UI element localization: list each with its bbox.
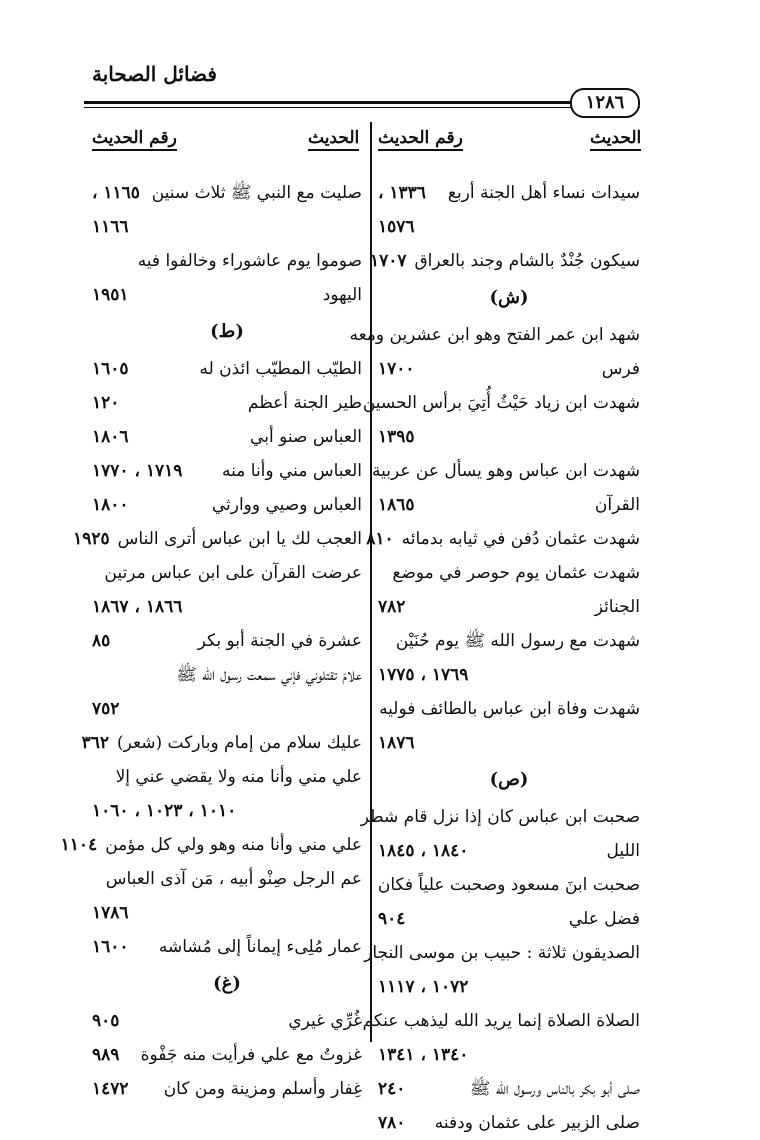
hadith-text: عشرة في الجنة أبو بكر bbox=[197, 631, 362, 651]
index-entry bbox=[92, 420, 362, 454]
right-heading-hadith: الحديث bbox=[590, 128, 641, 151]
hadith-number: ١٣٤٠ ، ١٣٤١ bbox=[378, 1045, 469, 1065]
hadith-number bbox=[371, 692, 379, 726]
index-entry bbox=[378, 692, 640, 726]
hadith-text: صحبت ابن عباس كان إذا نزل قام شطر bbox=[360, 807, 640, 827]
index-entry bbox=[92, 1038, 362, 1072]
hadith-number: ١٧٠٠ bbox=[378, 359, 415, 379]
hadith-text bbox=[137, 896, 362, 930]
hadith-text bbox=[423, 420, 640, 454]
index-entry bbox=[378, 658, 640, 692]
hadith-text bbox=[476, 1038, 640, 1072]
page-number: ١٢٨٦ bbox=[570, 88, 640, 118]
hadith-text: عليك سلام من إمام وباركت (شعر) bbox=[117, 733, 362, 753]
index-entry bbox=[73, 522, 362, 556]
index-entry bbox=[362, 1004, 640, 1038]
hadith-text: عمار مُلِىء إيماناً إلى مُشاشه bbox=[158, 937, 362, 957]
index-entry bbox=[369, 244, 640, 278]
hadith-number: ١٧١٩ ، ١٧٧٠ bbox=[92, 461, 183, 481]
hadith-number: ٩٠٤ bbox=[378, 909, 406, 929]
hadith-number: ١١٦٥ ، bbox=[92, 183, 140, 203]
index-entry bbox=[378, 488, 640, 522]
hadith-text: شهد ابن عمر الفتح وهو ابن عشرين ومعه bbox=[349, 325, 640, 345]
hadith-text: العباس وصيي ووارثي bbox=[211, 495, 362, 515]
index-entry bbox=[92, 244, 362, 278]
index-entry bbox=[92, 590, 362, 624]
hadith-number: ٨٥ bbox=[92, 631, 111, 651]
hadith-number bbox=[92, 244, 100, 278]
index-entry bbox=[92, 760, 362, 794]
hadith-text: شهدت ابن عباس وهو يسأل عن عربية bbox=[372, 461, 640, 481]
hadith-text bbox=[127, 692, 362, 726]
hadith-text bbox=[476, 970, 640, 1004]
index-entry bbox=[378, 590, 640, 624]
hadith-text: الليل bbox=[606, 841, 640, 861]
index-entry bbox=[378, 624, 640, 658]
hadith-text: سيكون جُنْدٌ بالشام وجند بالعراق bbox=[414, 251, 640, 271]
hadith-number: ١٧٠٧ bbox=[369, 251, 407, 271]
hadith-text: شهدت مع رسول الله ﷺ يوم حُنَيْن bbox=[395, 631, 640, 651]
right-heading-number: رقم الحديث bbox=[378, 128, 463, 151]
hadith-text: علي مني وأنا منه وهو ولي كل مؤمن bbox=[105, 835, 362, 855]
left-heading-number: رقم الحديث bbox=[92, 128, 177, 151]
index-entry bbox=[378, 1106, 640, 1140]
index-entry bbox=[92, 692, 362, 726]
hadith-text: العجب لك يا ابن عباس أترى الناس bbox=[117, 529, 362, 549]
hadith-text bbox=[244, 794, 362, 828]
hadith-text: الطيّب المطيّب ائذن له bbox=[199, 359, 362, 379]
hadith-text: عرضت القرآن على ابن عباس مرتين bbox=[104, 563, 362, 583]
hadith-number: ١٥٧٦ bbox=[378, 217, 415, 237]
index-entry bbox=[92, 862, 362, 896]
hadith-text: عم الرجل صِنْو أبيه ، مَن آذى العباس bbox=[105, 869, 362, 889]
hadith-number bbox=[378, 624, 386, 658]
hadith-text: شهدت ابن زياد حَيْثُ أُتِيَ برأس الحسين bbox=[362, 393, 640, 413]
hadith-number bbox=[364, 454, 372, 488]
index-entry bbox=[92, 176, 362, 210]
hadith-text bbox=[476, 658, 640, 692]
hadith-text: سيدات نساء أهل الجنة أربع bbox=[447, 183, 640, 203]
hadith-text bbox=[137, 210, 362, 244]
hadith-text: شهدت وفاة ابن عباس بالطائف فوليه bbox=[379, 699, 640, 719]
index-entry bbox=[378, 868, 640, 902]
index-entry bbox=[372, 454, 640, 488]
hadith-number: ١٩٥١ bbox=[92, 285, 129, 305]
hadith-number: ٣٦٢ bbox=[81, 733, 110, 753]
hadith-text bbox=[190, 590, 362, 624]
index-entry bbox=[378, 1072, 640, 1106]
left-column bbox=[60, 176, 362, 1106]
header-rule-thin bbox=[84, 107, 640, 108]
index-entry bbox=[92, 386, 362, 420]
index-entry bbox=[378, 420, 640, 454]
hadith-number bbox=[92, 862, 100, 896]
hadith-text: غُرِّي غيري bbox=[288, 1011, 362, 1031]
index-entry bbox=[362, 386, 640, 420]
index-entry bbox=[349, 318, 640, 352]
hadith-number: ١٨٧٦ bbox=[378, 733, 415, 753]
index-entry bbox=[378, 176, 640, 210]
hadith-number bbox=[92, 658, 100, 692]
header-rule bbox=[84, 101, 640, 104]
hadith-text bbox=[423, 210, 640, 244]
hadith-text: اليهود bbox=[322, 285, 362, 305]
hadith-number: ٢٤٠ bbox=[378, 1079, 406, 1099]
hadith-number: ٧٨٠ bbox=[378, 1113, 406, 1133]
hadith-text: طير الجنة أعظم bbox=[247, 393, 362, 413]
hadith-text: الصديقون ثلاثة : حبيب بن موسى النجار bbox=[364, 943, 640, 963]
index-entry bbox=[92, 210, 362, 244]
index-entry bbox=[92, 794, 362, 828]
index-entry bbox=[92, 658, 362, 692]
index-entry bbox=[378, 556, 640, 590]
hadith-text: غزوتُ مع علي فرأيت منه جَفْوة bbox=[140, 1045, 362, 1065]
hadith-text: شهدت عثمان دُفن في ثيابه بدمائه bbox=[401, 529, 640, 549]
index-entry bbox=[366, 522, 640, 556]
index-entry bbox=[92, 488, 362, 522]
index-entry bbox=[378, 726, 640, 760]
hadith-text: القرآن bbox=[594, 495, 640, 515]
index-entry bbox=[92, 352, 362, 386]
hadith-text: غِفار وأسلم ومزينة ومن كان bbox=[163, 1079, 362, 1099]
hadith-text: صلى الزبير على عثمان ودفنه bbox=[434, 1113, 640, 1133]
hadith-text: صوموا يوم عاشوراء وخالفوا فيه bbox=[137, 251, 362, 271]
index-entry bbox=[378, 834, 640, 868]
index-entry bbox=[92, 1072, 362, 1106]
hadith-number bbox=[92, 556, 100, 590]
index-entry bbox=[92, 278, 362, 312]
index-entry bbox=[378, 352, 640, 386]
hadith-number: ١٧٦٩ ، ١٧٧٥ bbox=[378, 665, 469, 685]
hadith-text: العباس صنو أبي bbox=[250, 427, 362, 447]
hadith-number: ١٣٩٥ bbox=[378, 427, 415, 447]
index-entry bbox=[378, 970, 640, 1004]
index-entry bbox=[378, 1038, 640, 1072]
hadith-text: فرس bbox=[601, 359, 640, 379]
hadith-number bbox=[92, 760, 100, 794]
hadith-number: ١٦٠٠ bbox=[92, 937, 129, 957]
hadith-number: ٩٨٩ bbox=[92, 1045, 120, 1065]
index-entry bbox=[360, 800, 640, 834]
hadith-number: ١١٠٤ bbox=[60, 835, 98, 855]
hadith-number: ٧٨٢ bbox=[378, 597, 406, 617]
hadith-text: شهدت عثمان يوم حوصر في موضع bbox=[392, 563, 640, 583]
index-entry bbox=[378, 210, 640, 244]
index-entry bbox=[92, 1004, 362, 1038]
hadith-text: علي مني وأنا منه ولا يقضي عني إلا bbox=[115, 767, 362, 787]
index-entry bbox=[378, 902, 640, 936]
index-entry bbox=[81, 726, 362, 760]
hadith-text: صحبت ابنَ مسعود وصحبت علياً فكان bbox=[377, 875, 640, 895]
hadith-number bbox=[370, 868, 378, 902]
hadith-number: ٧٥٢ bbox=[92, 699, 120, 719]
hadith-number: ١٨٠٦ bbox=[92, 427, 129, 447]
index-entry bbox=[92, 556, 362, 590]
section-letter: (ش) bbox=[489, 287, 529, 308]
hadith-number: ١٠٧٢ ، ١١١٧ bbox=[378, 977, 469, 997]
hadith-number: ١٨٤٠ ، ١٨٤٥ bbox=[378, 841, 469, 861]
hadith-number: ١٩٢٥ bbox=[73, 529, 110, 549]
section-letter: (ط) bbox=[210, 321, 244, 342]
hadith-text: صليت مع النبي ﷺ ثلاث سنين bbox=[151, 183, 362, 203]
hadith-text: صلى أبو بكر بالناس ورسول الله ﷺ bbox=[469, 1079, 640, 1099]
hadith-text bbox=[423, 726, 640, 760]
index-entry bbox=[92, 454, 362, 488]
hadith-number: ١٦٠٥ bbox=[92, 359, 129, 379]
index-entry bbox=[92, 896, 362, 930]
hadith-number: ١٨٦٥ bbox=[378, 495, 415, 515]
hadith-text: الجنائز bbox=[594, 597, 640, 617]
hadith-number: ١٨٦٦ ، ١٨٦٧ bbox=[92, 597, 183, 617]
hadith-text: العباس مني وأنا منه bbox=[222, 461, 362, 481]
hadith-number bbox=[378, 556, 386, 590]
hadith-text: علامَ تقتلوني فإني سمعت رسول الله ﷺ bbox=[176, 665, 362, 685]
hadith-number: ١٨٠٠ bbox=[92, 495, 129, 515]
hadith-number: ١٤٧٢ bbox=[92, 1079, 129, 1099]
section-letter: (ص) bbox=[489, 769, 529, 790]
index-entry bbox=[92, 930, 362, 964]
left-heading-hadith: الحديث bbox=[308, 128, 359, 151]
hadith-number: ١٢٠ bbox=[92, 393, 120, 413]
hadith-number: ١٣٣٦ ، bbox=[378, 183, 426, 203]
hadith-number: ١٠١٠ ، ١٠٢٣ ، ١٠٦٠ bbox=[92, 801, 237, 821]
index-entry bbox=[60, 828, 362, 862]
hadith-number: ٨١٠ bbox=[366, 529, 394, 549]
section-letter: (غ) bbox=[213, 973, 241, 994]
right-column bbox=[349, 176, 640, 1140]
hadith-number: ٩٠٥ bbox=[92, 1011, 120, 1031]
running-title: فضائل الصحابة bbox=[92, 62, 217, 86]
hadith-text: فضل علي bbox=[568, 909, 640, 929]
hadith-number: ١٧٨٦ bbox=[92, 903, 129, 923]
hadith-number: ١١٦٦ bbox=[92, 217, 129, 237]
hadith-text: الصلاة الصلاة إنما يريد الله ليذهب عنكم bbox=[362, 1011, 640, 1031]
index-entry bbox=[364, 936, 640, 970]
index-entry bbox=[92, 624, 362, 658]
